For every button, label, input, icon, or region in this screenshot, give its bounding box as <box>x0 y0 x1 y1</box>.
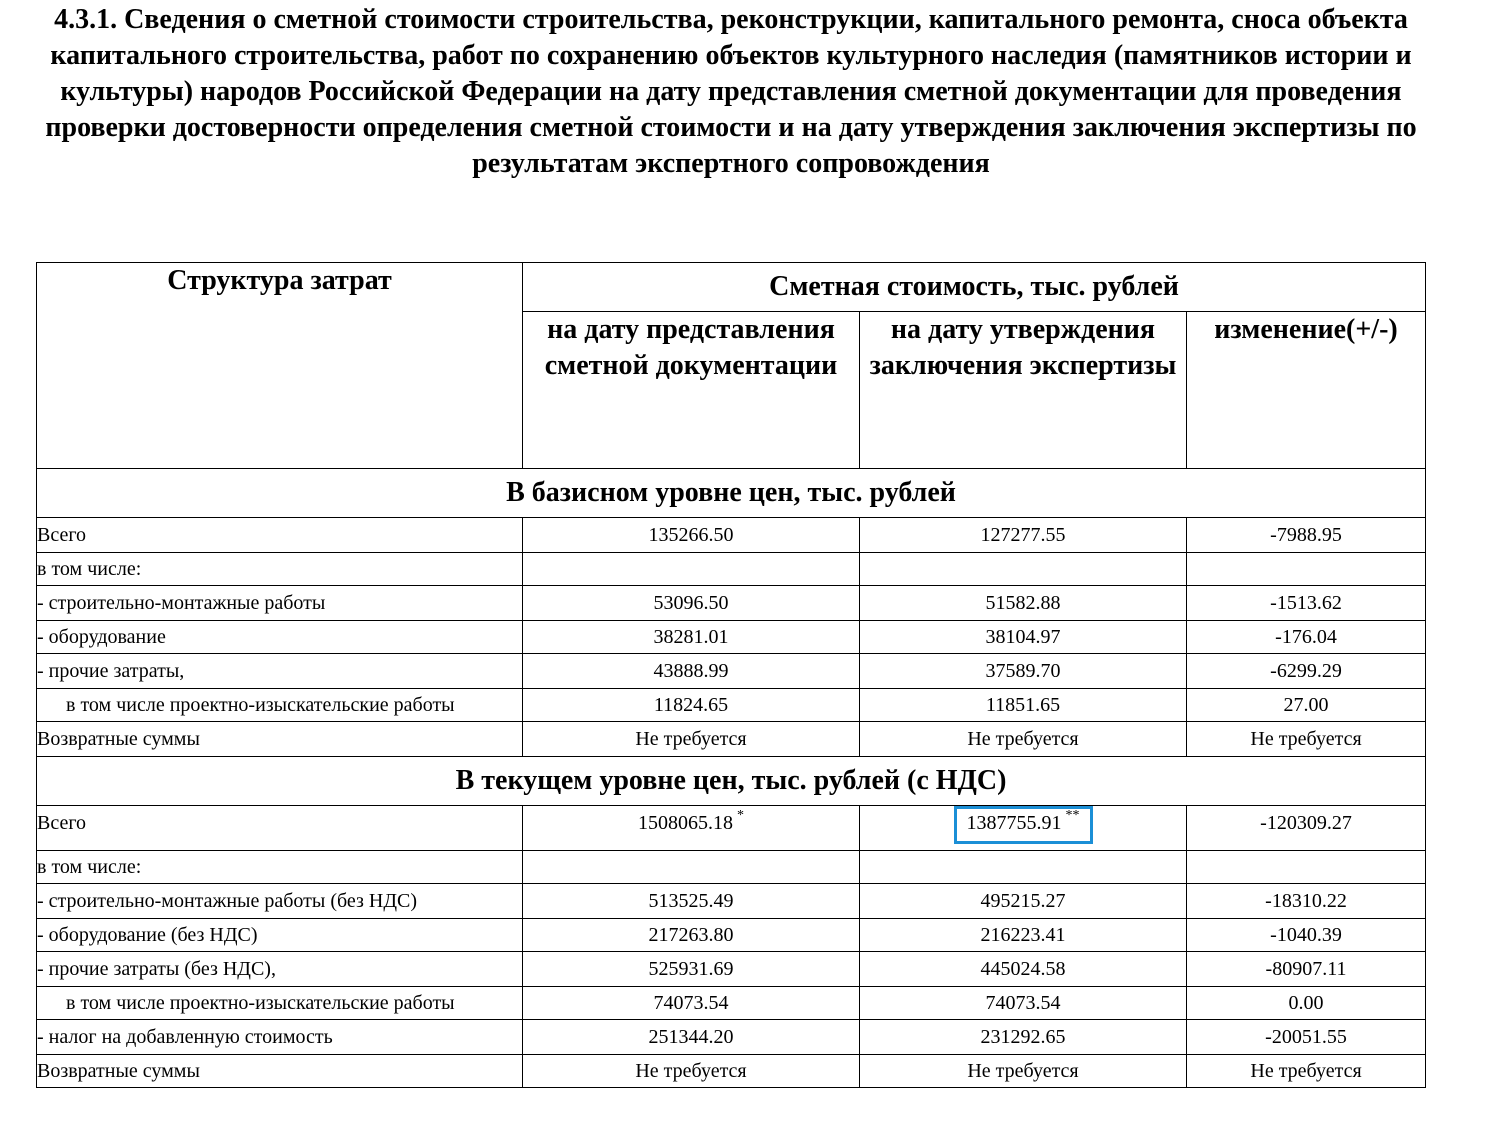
row-label: - налог на добавленную стоимость <box>37 1020 523 1055</box>
header-cost-structure: Структура затрат <box>37 263 523 469</box>
value-approval <box>860 851 1187 884</box>
row-label: Всего <box>37 806 523 851</box>
table-row <box>37 553 1426 586</box>
value-submission: 38281.01 <box>523 621 860 654</box>
value-approval: 127277.55 <box>860 518 1187 553</box>
table-row <box>37 621 1426 654</box>
header-change: изменение(+/-) <box>1187 312 1426 469</box>
row-label: в том числе проектно-изыскательские работы <box>37 689 523 722</box>
table-row <box>37 654 1426 689</box>
row-label: в том числе проектно-изыскательские работы <box>37 987 523 1020</box>
value-approval: 231292.65 <box>860 1020 1187 1055</box>
value-change <box>1187 553 1426 586</box>
section-title-current-prices: В текущем уровне цен, тыс. рублей (с НДС) <box>37 757 1426 806</box>
value-approval: Не требуется <box>860 1055 1187 1088</box>
value-change: -6299.29 <box>1187 654 1426 689</box>
section-title-base-prices: В базисном уровне цен, тыс. рублей <box>37 469 1426 518</box>
row-label: - прочие затраты (без НДС), <box>37 952 523 987</box>
value-approval: 11851.65 <box>860 689 1187 722</box>
header-approval-date: на дату утверждения заключения экспертизы <box>860 312 1187 469</box>
table-row <box>37 586 1426 621</box>
footnote-mark: * <box>737 808 744 824</box>
value-submission: 43888.99 <box>523 654 860 689</box>
table-row <box>37 987 1426 1020</box>
table-row <box>37 722 1426 757</box>
value-change <box>1187 851 1426 884</box>
table-row <box>37 518 1426 553</box>
row-label: - оборудование (без НДС) <box>37 919 523 952</box>
value-approval-number: 1387755.91 <box>966 812 1062 834</box>
table-row <box>37 806 1426 851</box>
value-submission <box>523 553 860 586</box>
value-approval: 37589.70 <box>860 654 1187 689</box>
header-submission-date: на дату представления сметной документации <box>523 312 860 469</box>
value-change: -7988.95 <box>1187 518 1426 553</box>
row-label: в том числе: <box>37 851 523 884</box>
row-label: - оборудование <box>37 621 523 654</box>
highlighted-value <box>954 806 1093 844</box>
value-change: -1040.39 <box>1187 919 1426 952</box>
value-change: 27.00 <box>1187 689 1426 722</box>
value-approval <box>860 806 1187 851</box>
table-row <box>37 689 1426 722</box>
value-change: -1513.62 <box>1187 586 1426 621</box>
value-submission: 217263.80 <box>523 919 860 952</box>
value-submission: 525931.69 <box>523 952 860 987</box>
row-label: - прочие затраты, <box>37 654 523 689</box>
value-change: 0.00 <box>1187 987 1426 1020</box>
row-label: Возвратные суммы <box>37 722 523 757</box>
value-approval: 495215.27 <box>860 884 1187 919</box>
table-row <box>37 1055 1426 1088</box>
value-approval: 38104.97 <box>860 621 1187 654</box>
value-submission: 251344.20 <box>523 1020 860 1055</box>
value-change: -80907.11 <box>1187 952 1426 987</box>
document-title: 4.3.1. Сведения о сметной стоимости строительства, реконструкции, капитального ремонта, сноса объекта капитального строительства, работ по сохранению объектов культурного наследия (памятников истории и культуры) народов Российской Федерации на дату представления сметной документации для проведения проверки достоверности определения сметной стоимости и на дату утверждения заключения экспертизы по результатам экспертного сопровождения <box>45 4 1417 179</box>
value-change: -18310.22 <box>1187 884 1426 919</box>
table-row <box>37 952 1426 987</box>
value-change: Не требуется <box>1187 722 1426 757</box>
value-submission <box>523 851 860 884</box>
row-label: в том числе: <box>37 553 523 586</box>
value-approval: 216223.41 <box>860 919 1187 952</box>
table-row <box>37 919 1426 952</box>
value-approval: 51582.88 <box>860 586 1187 621</box>
value-submission <box>523 806 860 851</box>
table-row <box>37 1020 1426 1055</box>
cost-table <box>36 262 1426 1088</box>
value-submission: 74073.54 <box>523 987 860 1020</box>
value-submission: 11824.65 <box>523 689 860 722</box>
table-row <box>37 851 1426 884</box>
value-approval: 74073.54 <box>860 987 1187 1020</box>
row-label: Всего <box>37 518 523 553</box>
table-row <box>37 884 1426 919</box>
value-change: -120309.27 <box>1187 806 1426 851</box>
value-change: Не требуется <box>1187 1055 1426 1088</box>
value-submission: 513525.49 <box>523 884 860 919</box>
value-submission: 53096.50 <box>523 586 860 621</box>
value-approval: Не требуется <box>860 722 1187 757</box>
value-approval <box>860 553 1187 586</box>
row-label: - строительно-монтажные работы (без НДС) <box>37 884 523 919</box>
row-label: - строительно-монтажные работы <box>37 586 523 621</box>
value-change: -176.04 <box>1187 621 1426 654</box>
value-submission: Не требуется <box>523 1055 860 1088</box>
footnote-mark: ** <box>1065 808 1080 824</box>
value-submission: Не требуется <box>523 722 860 757</box>
value-approval: 445024.58 <box>860 952 1187 987</box>
value-change: -20051.55 <box>1187 1020 1426 1055</box>
value-submission: 135266.50 <box>523 518 860 553</box>
header-estimated-cost: Сметная стоимость, тыс. рублей <box>523 263 1426 312</box>
value-submission-number: 1508065.18 <box>638 812 733 834</box>
row-label: Возвратные суммы <box>37 1055 523 1088</box>
